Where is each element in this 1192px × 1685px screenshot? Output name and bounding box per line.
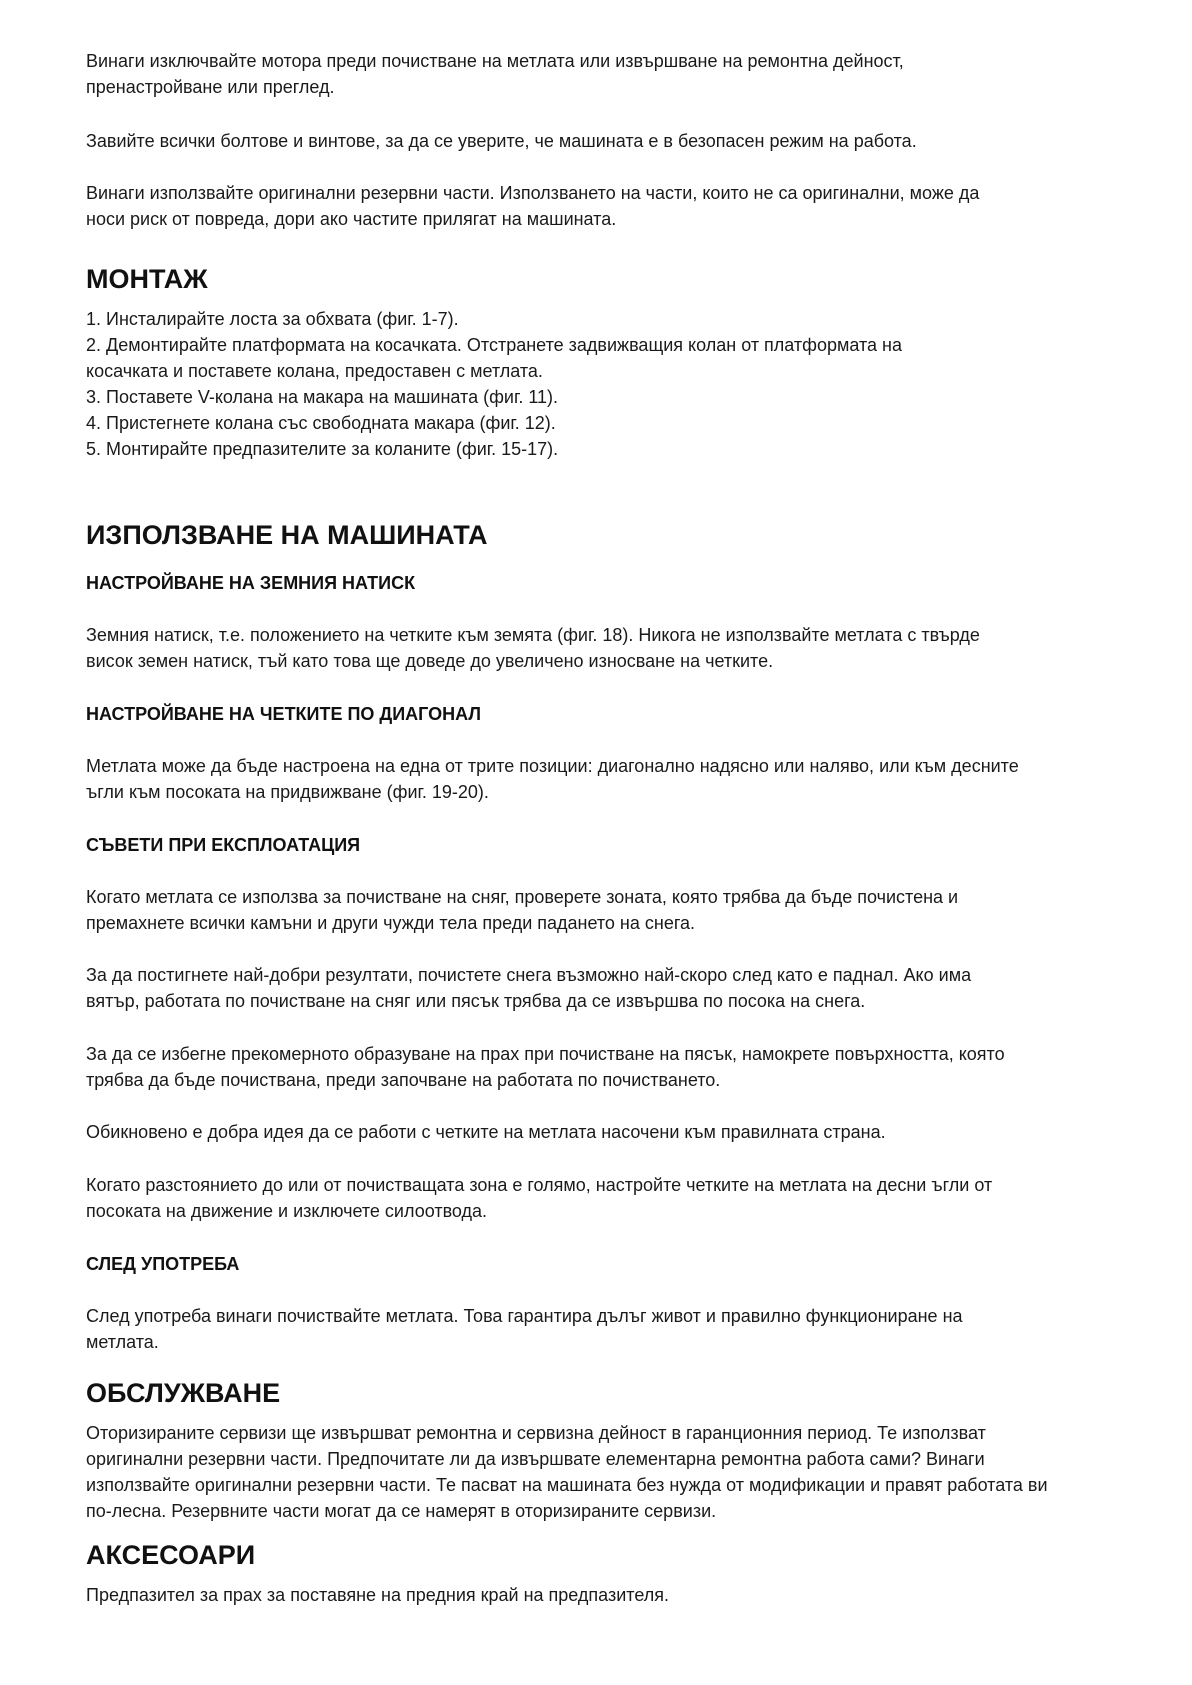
section-title-accessories: АКСЕСОАРИ	[86, 1540, 256, 1570]
subheading-after-use: СЛЕД УПОТРЕБА	[86, 1254, 240, 1274]
montazh-step: 1. Инсталирайте лоста за обхвата (фиг. 1-7).	[86, 309, 459, 329]
text-line: трябва да бъде почиствана, преди започване на работата по почистването.	[86, 1070, 721, 1090]
subheading-diagonal: НАСТРОЙВАНЕ НА ЧЕТКИТЕ ПО ДИАГОНАЛ	[86, 704, 481, 724]
text-line: Когато разстоянието до или от почистващата зона е голямо, настройте четките на метлата на десни ъгли от	[86, 1175, 993, 1195]
subheading-tips: СЪВЕТИ ПРИ ЕКСПЛОАТАЦИЯ	[86, 835, 361, 855]
text-line: Винаги използвайте оригинални резервни части. Използването на части, които не са оригинални, може да	[86, 183, 980, 203]
text-line: носи риск от повреда, дори ако частите прилягат на машината.	[86, 209, 617, 229]
text-line: За да постигнете най-добри резултати, почистете снега възможно най-скоро след като е паднал. Ако има	[86, 965, 972, 985]
tips-paragraph-5	[86, 1172, 1166, 1224]
text-line: Завийте всички болтове и винтове, за да се уверите, че машината е в безопасен режим на работа.	[86, 131, 917, 151]
text-line: Земния натиск, т.е. положението на четките към земята (фиг. 18). Никога не използвайте метлата с твърде	[86, 625, 980, 645]
text-line: Метлата може да бъде настроена на една от трите позиции: диагонално надясно или наляво, или към десните	[86, 756, 1019, 776]
text-line: използвайте оригинални резервни части. Те пасват на машината без нужда от модификации и правят работата ви	[86, 1475, 1048, 1495]
text-line: висок земен натиск, тъй като това ще доведе до увеличено износване на четките.	[86, 651, 774, 671]
intro-paragraph-original-parts	[86, 180, 1166, 232]
montazh-step: 4. Пристегнете колана със свободната макара (фиг. 12).	[86, 413, 556, 433]
section-title-usage: ИЗПОЛЗВАНЕ НА МАШИНАТА	[86, 520, 488, 550]
intro-paragraph-engine-off	[86, 48, 1166, 100]
service-text	[86, 1420, 1166, 1524]
text-line: посоката на движение и изключете силоотвода.	[86, 1201, 488, 1221]
text-line: Предпазител за прах за поставяне на предния край на предпазителя.	[86, 1585, 669, 1605]
section-title-montazh: МОНТАЖ	[86, 264, 208, 294]
tips-paragraph-1	[86, 884, 1166, 936]
ground-pressure-text	[86, 622, 1166, 674]
text-line: ъгли към посоката на придвижване (фиг. 19-20).	[86, 782, 489, 802]
after-use-text	[86, 1303, 1166, 1355]
montazh-step: косачката и поставете колана, предоставен с метлата.	[86, 361, 543, 381]
montazh-steps	[86, 306, 1166, 462]
montazh-step: 3. Поставете V-колана на макара на машината (фиг. 11).	[86, 387, 558, 407]
text-line: За да се избегне прекомерното образуване на прах при почистване на пясък, намокрете повърхността, която	[86, 1044, 1005, 1064]
diagonal-text	[86, 753, 1166, 805]
text-line: оригинални резервни части. Предпочитате ли да извършвате елементарна ремонтна работа сами? Винаги	[86, 1449, 985, 1469]
accessories-text	[86, 1582, 1166, 1608]
text-line: Оторизираните сервизи ще извършват ремонтна и сервизна дейност в гаранционния период. Те използват	[86, 1423, 986, 1443]
text-line: Обикновено е добра идея да се работи с четките на метлата насочени към правилната страна.	[86, 1122, 886, 1142]
intro-paragraph-bolts	[86, 128, 1166, 154]
tips-paragraph-4	[86, 1119, 1166, 1145]
text-line: по-лесна. Резервните части могат да се намерят в оторизираните сервизи.	[86, 1501, 717, 1521]
montazh-step: 2. Демонтирайте платформата на косачката. Отстранете задвижващия колан от платформата на	[86, 335, 902, 355]
tips-paragraph-3	[86, 1041, 1166, 1093]
section-title-service: ОБСЛУЖВАНЕ	[86, 1378, 281, 1408]
text-line: пренастройване или преглед.	[86, 77, 335, 97]
tips-paragraph-2	[86, 962, 1166, 1014]
text-line: Когато метлата се използва за почистване на сняг, проверете зоната, която трябва да бъде почистена и	[86, 887, 959, 907]
text-line: вятър, работата по почистване на сняг или пясък трябва да се извършва по посока на снега.	[86, 991, 866, 1011]
text-line: премахнете всички камъни и други чужди тела преди падането на снега.	[86, 913, 696, 933]
subheading-ground-pressure: НАСТРОЙВАНЕ НА ЗЕМНИЯ НАТИСК	[86, 573, 416, 593]
text-line: Винаги изключвайте мотора преди почистване на метлата или извършване на ремонтна дейност,	[86, 51, 904, 71]
montazh-step: 5. Монтирайте предпазителите за коланите (фиг. 15-17).	[86, 439, 559, 459]
text-line: След употреба винаги почиствайте метлата. Това гарантира дълъг живот и правилно функциониране на	[86, 1306, 963, 1326]
text-line: метлата.	[86, 1332, 159, 1352]
